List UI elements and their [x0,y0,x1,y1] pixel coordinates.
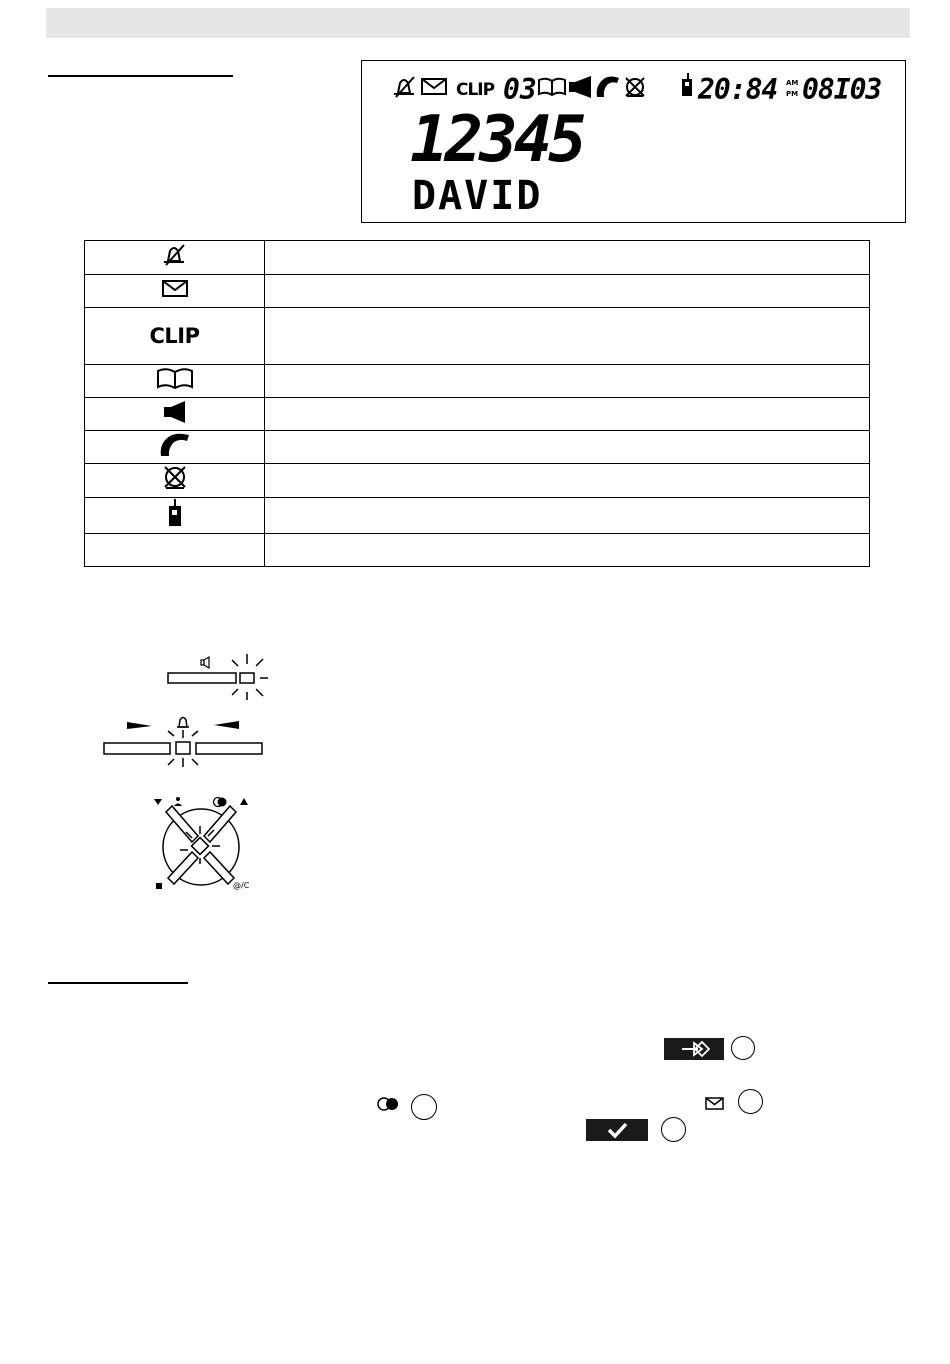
icon-cell [85,498,265,534]
ringer-bell-icon [177,718,189,728]
icon-legend-table [84,240,870,567]
table-row [85,498,870,534]
table-row [85,365,870,398]
lcd-name: DAVID [412,173,543,219]
icon-cell [85,365,265,398]
enter-arrow-icon [664,1038,724,1060]
bell-off-icon [162,243,188,267]
envelope-icon [162,280,188,298]
description-cell [265,241,870,275]
down-arrow-icon [154,799,162,805]
description-cell [265,398,870,431]
table-row [85,431,870,464]
ringer-slider-diagram [100,712,270,770]
description-cell [265,498,870,534]
clip-label: CLIP [149,324,200,348]
lcd-clip-label: CLIP [456,80,495,100]
increase-wedge-icon [214,721,239,729]
section-heading-rule [48,75,233,77]
enter-softkey[interactable] [664,1038,724,1060]
handset-icon [158,432,192,458]
lcd-pm-label: PM [786,90,799,98]
description-cell [265,365,870,398]
table-row [85,398,870,431]
clear-label: @/C [233,881,250,890]
up-arrow-icon [240,798,248,805]
lcd-phonebook-icon [539,79,565,95]
lcd-display [361,60,906,223]
lcd-date: 08I03 [802,73,882,106]
description-cell [265,534,870,567]
lcd-envelope-icon [422,79,446,94]
lcd-handset-icon [597,77,619,98]
enter-button-circle[interactable] [731,1036,755,1060]
icon-cell [85,534,265,567]
icon-cell [85,275,265,308]
table-row [85,308,870,365]
checkmark-icon [586,1119,648,1141]
toggle-button-circle[interactable] [411,1094,437,1120]
lcd-time: 20:84 [698,73,778,106]
description-cell [265,431,870,464]
confirm-softkey[interactable] [586,1119,648,1141]
icon-cell [85,431,265,464]
handset-battery-icon [168,498,182,528]
lcd-handset-battery-icon [682,73,692,96]
toggle-icon [377,1097,401,1111]
volume-speaker-icon [201,657,209,668]
toggle-icon [214,798,227,807]
lcd-speaker-icon [569,76,591,98]
icon-cell [85,398,265,431]
ringer-off-icon [162,465,188,491]
icon-cell [85,308,265,365]
volume-slider-diagram [160,650,280,700]
speaker-icon [163,400,187,424]
phonebook-icon [156,368,194,390]
table-row [85,275,870,308]
description-cell [265,308,870,365]
description-cell [265,275,870,308]
icon-cell [85,241,265,275]
lcd-ringer-off-icon [626,78,644,96]
envelope-icon [705,1097,725,1111]
section-heading-rule-2 [48,982,188,984]
lcd-bell-off-icon [394,77,414,97]
table-row [85,534,870,567]
message-button-circle[interactable] [738,1089,763,1114]
table-row [85,464,870,498]
header-band [46,8,910,38]
table-row [85,241,870,275]
lcd-clip-count: 03 [503,73,537,106]
decrease-wedge-icon [127,722,152,729]
icon-cell [85,464,265,498]
menu-person-icon [174,797,182,806]
lcd-am-label: AM [786,79,799,87]
navigation-key-diagram [148,794,258,898]
confirm-button-circle[interactable] [661,1117,686,1142]
lcd-number: 12345 [410,103,583,177]
stop-square-icon [156,883,162,889]
description-cell [265,464,870,498]
